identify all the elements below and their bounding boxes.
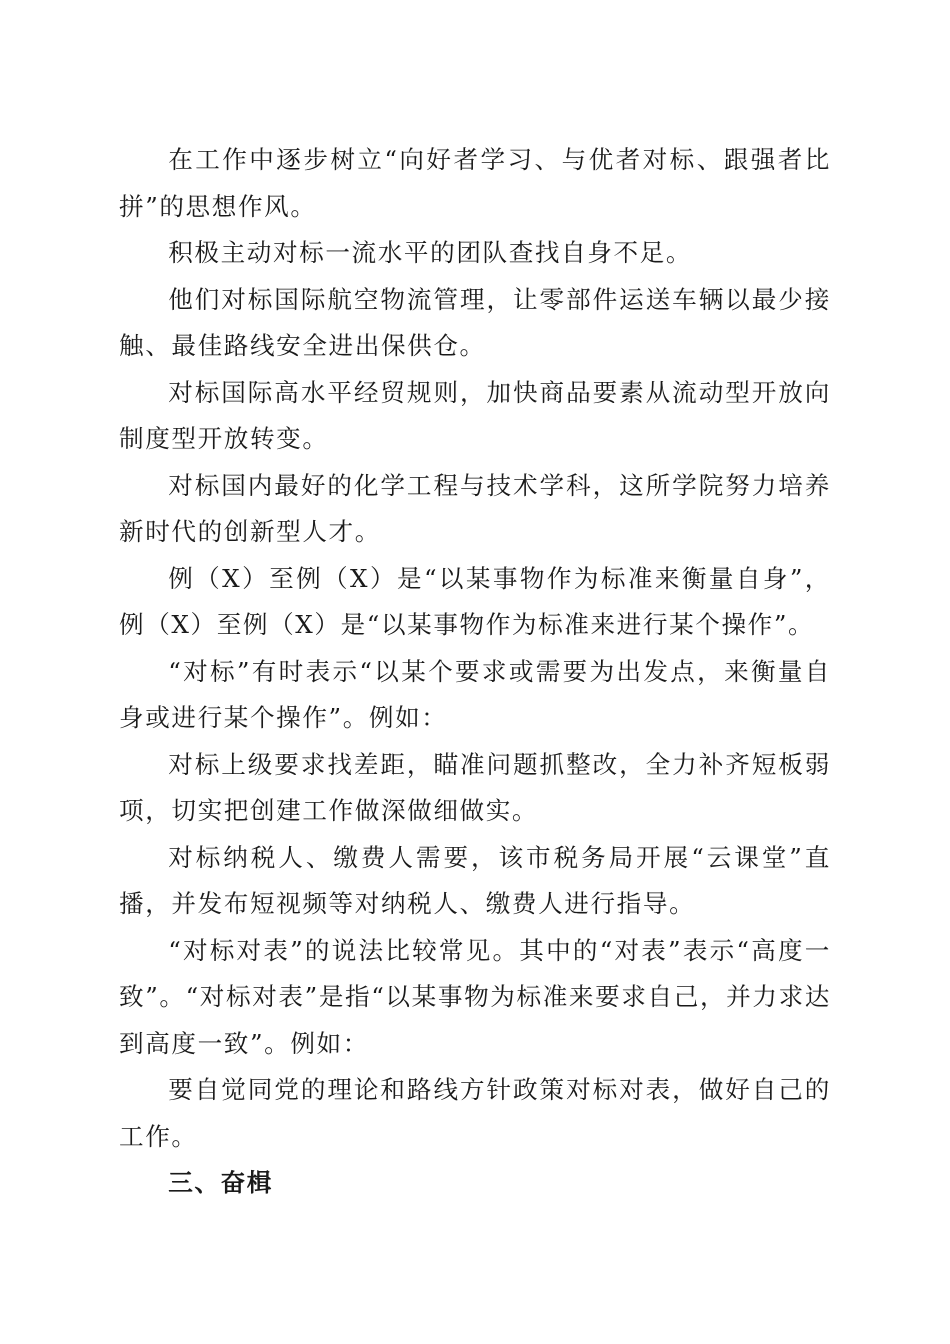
paragraph-7: “对标”有时表示“以某个要求或需要为出发点，来衡量自身或进行某个操作”。例如： xyxy=(119,656,831,732)
paragraph-3: 他们对标国际航空物流管理，让零部件运送车辆以最少接触、最佳路线安全进出保供仓。 xyxy=(119,284,831,360)
paragraph-11: 要自觉同党的理论和路线方针政策对标对表，做好自己的工作。 xyxy=(119,1075,831,1151)
paragraph-2: 积极主动对标一流水平的团队查找自身不足。 xyxy=(168,238,693,267)
document-page xyxy=(119,137,831,1207)
paragraph-6: 例（X）至例（X）是“以某事物作为标准来衡量自身”，例（X）至例（X）是“以某事物作为标准来进行某个操作”。 xyxy=(119,563,831,639)
paragraph-10: “对标对表”的说法比较常见。其中的“对表”表示“高度一致”。“对标对表”是指“以某事物为标准来要求自己，并力求达到高度一致”。例如： xyxy=(119,935,831,1058)
paragraph-9: 对标纳税人、缴费人需要，该市税务局开展“云课堂”直播，并发布短视频等对纳税人、缴费人进行指导。 xyxy=(119,842,831,918)
section-heading: 三、奋楫 xyxy=(168,1168,273,1197)
paragraph-4: 对标国际高水平经贸规则，加快商品要素从流动型开放向制度型开放转变。 xyxy=(119,377,831,453)
paragraph-8: 对标上级要求找差距，瞄准问题抓整改，全力补齐短板弱项，切实把创建工作做深做细做实。 xyxy=(119,749,831,825)
paragraph-1: 在工作中逐步树立“向好者学习、与优者对标、跟强者比拼”的思想作风。 xyxy=(119,145,831,221)
paragraph-5: 对标国内最好的化学工程与技术学科，这所学院努力培养新时代的创新型人才。 xyxy=(119,470,831,546)
